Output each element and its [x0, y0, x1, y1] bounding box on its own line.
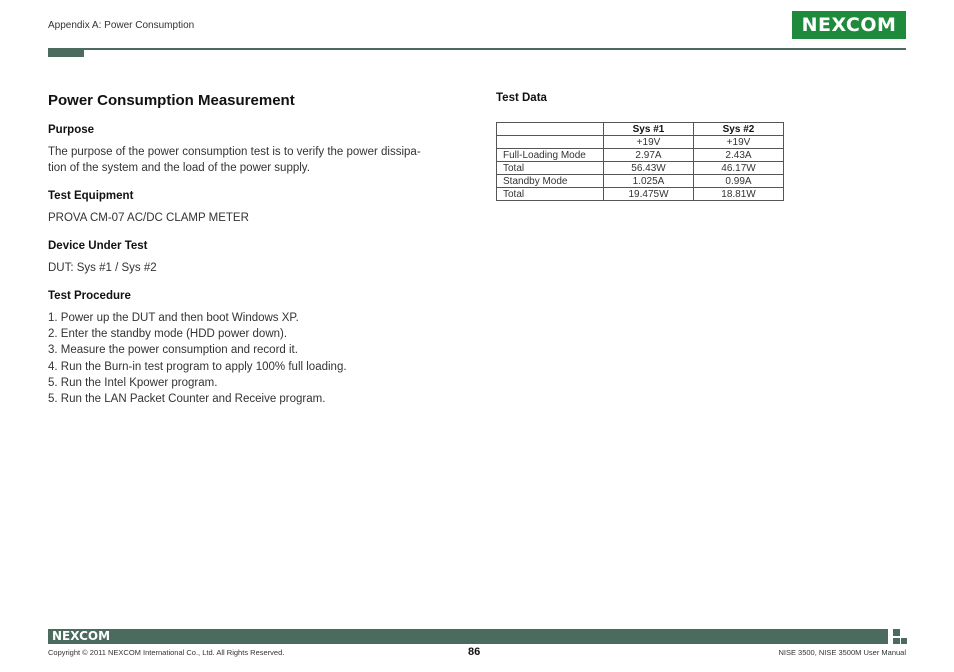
table-header-row	[497, 123, 784, 136]
table-cell: Total	[497, 162, 604, 175]
footer-bar	[48, 629, 888, 644]
table-cell: 19.475W	[604, 188, 694, 201]
nexcom-logo	[792, 11, 906, 39]
footer-square-icon	[893, 638, 900, 644]
purpose-heading: Purpose	[48, 124, 95, 136]
table-header-cell: Sys #2	[694, 123, 784, 136]
device-section	[48, 240, 458, 276]
table-cell: +19V	[694, 136, 784, 149]
table-cell: 2.97A	[604, 149, 694, 162]
procedure-step: 1. Power up the DUT and then boot Windows XP.	[48, 312, 299, 324]
equipment-heading: Test Equipment	[48, 190, 134, 202]
footer-square-icon	[901, 638, 907, 644]
purpose-line-2: tion of the system and the load of the power supply.	[48, 162, 310, 174]
table-cell: +19V	[604, 136, 694, 149]
procedure-step: 5. Run the LAN Packet Counter and Receive program.	[48, 393, 326, 406]
procedure-heading: Test Procedure	[48, 290, 131, 302]
table-cell: 18.81W	[694, 188, 784, 201]
table-header-cell: Sys #1	[604, 123, 694, 136]
procedure-section	[48, 290, 458, 407]
table-cell	[497, 136, 604, 149]
test-data-heading: Test Data	[496, 92, 547, 104]
breadcrumb: Appendix A: Power Consumption	[48, 20, 195, 31]
procedure-step: 2. Enter the standby mode (HDD power down).	[48, 328, 288, 341]
logo-text: NEXCOM	[801, 14, 897, 36]
manual-name: NISE 3500, NISE 3500M User Manual	[778, 648, 906, 657]
table-row	[497, 162, 784, 175]
table-cell: Full-Loading Mode	[497, 149, 604, 162]
equipment-text: PROVA CM-07 AC/DC CLAMP METER	[48, 212, 249, 224]
table-header-cell	[497, 123, 604, 136]
copyright-text: Copyright © 2011 NEXCOM International Co., Ltd. All Rights Reserved.	[48, 648, 285, 657]
table-cell: Standby Mode	[497, 175, 604, 188]
footer-logo: NEXCOM	[52, 629, 111, 643]
table-cell: 2.43A	[694, 149, 784, 162]
test-data-table	[496, 122, 784, 201]
header-tab-marker	[48, 48, 84, 57]
table-row	[497, 136, 784, 149]
purpose-section	[48, 124, 458, 176]
device-text: DUT: Sys #1 / Sys #2	[48, 262, 157, 274]
purpose-text	[48, 144, 458, 176]
page-title: Power Consumption Measurement	[48, 92, 295, 109]
table-row	[497, 188, 784, 201]
page-number: 86	[468, 646, 481, 658]
device-heading: Device Under Test	[48, 240, 148, 252]
table-cell: 1.025A	[604, 175, 694, 188]
table-cell: 56.43W	[604, 162, 694, 175]
table-cell: 46.17W	[694, 162, 784, 175]
table-row	[497, 149, 784, 162]
header-divider	[48, 48, 906, 50]
table-row	[497, 175, 784, 188]
main-content	[48, 92, 458, 421]
procedure-step: 3. Measure the power consumption and record it.	[48, 344, 298, 357]
footer-square-icon	[893, 629, 900, 636]
equipment-section	[48, 190, 458, 226]
test-data-section	[496, 92, 786, 201]
purpose-line-1: The purpose of the power consumption test is to verify the power dissipa-	[48, 146, 421, 158]
procedure-step: 4. Run the Burn-in test program to apply 100% full loading.	[48, 360, 347, 373]
table-cell: Total	[497, 188, 604, 201]
procedure-step: 5. Run the Intel Kpower program.	[48, 376, 218, 389]
table-cell: 0.99A	[694, 175, 784, 188]
